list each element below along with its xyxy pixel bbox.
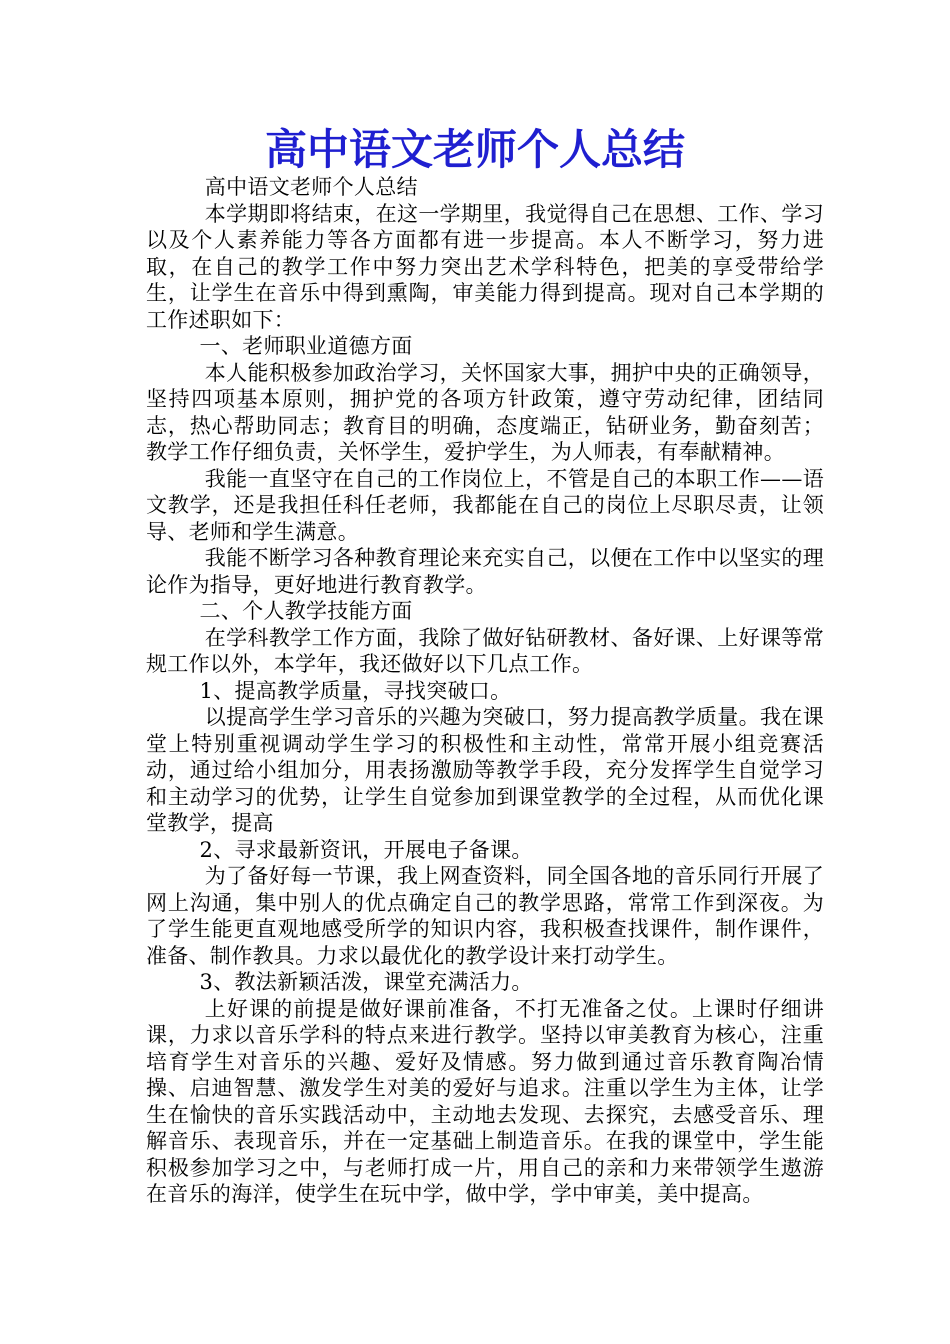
paragraph-item-2: 为了备好每一节课，我上网查资料，同全国各地的音乐同行开展了网上沟通，集中别人的优点确定自己的教学思路，常常工作到深夜。为了学生能更直观地感受所学的知识内容，我积极查找课件，制作课件，准备、制作教具。力求以最优化的教学设计来打动学生。 [146, 864, 824, 968]
document-body [146, 174, 824, 1208]
paragraph-intro: 本学期即将结束，在这一学期里，我觉得自己在思想、工作、学习以及个人素养能力等各方面都有进一步提高。本人不断学习，努力进取，在自己的教学工作中努力突出艺术学科特色，把美的享受带给学生，让学生在音乐中得到熏陶，审美能力得到提高。现对自己本学期的工作述职如下： [146, 201, 824, 332]
paragraph-item-1: 以提高学生学习音乐的兴趣为突破口，努力提高教学质量。我在课堂上特别重视调动学生学习的积极性和主动性，常常开展小组竞赛活动，通过给小组加分，用表扬激励等教学手段，充分发挥学生自觉学习和主动学习的优势，让学生自觉参加到课堂教学的全过程，从而优化课堂教学，提高 [146, 705, 824, 835]
paragraph-skills: 在学科教学工作方面，我除了做好钻研教材、备好课、上好课等常规工作以外，本学年，我还做好以下几点工作。 [146, 625, 824, 676]
item-heading-1: 1、提高教学质量，寻找突破口。 [199, 678, 512, 703]
document-title: 高中语文老师个人总结 [264, 125, 685, 174]
section-heading-ethics: 一、老师职业道德方面 [199, 334, 413, 358]
item-heading-3: 3、教法新颖活泼，课堂充满活力。 [199, 970, 533, 994]
paragraph-subtitle: 高中语文老师个人总结 [204, 175, 418, 199]
paragraph-ethics: 本人能积极参加政治学习，关怀国家大事，拥护中央的正确领导，坚持四项基本原则，拥护党的各项方针政策，遵守劳动纪律，团结同志，热心帮助同志；教育目的明确，态度端正，钻研业务，勤奋刻苦；教学工作仔细负责，关怀学生，爱护学生，为人师表，有奉献精神。 [146, 360, 824, 464]
paragraph-item-3: 上好课的前提是做好课前准备，不打无准备之仗。上课时仔细讲课，力求以音乐学科的特点来进行教学。坚持以审美教育为核心，注重培育学生对音乐的兴趣、爱好及情感。努力做到通过音乐教育陶冶情操、启迪智慧、激发学生对美的爱好与追求。注重以学生为主体，让学生在愉快的音乐实践活动中，主动地去发现、去探究，去感受音乐、理解音乐、表现音乐，并在一定基础上制造音乐。在我的课堂中，学生能积极参加学习之中，与老师打成一片，用自己的亲和力来带领学生遨游在音乐的海洋，使学生在玩中学，做中学，学中审美，美中提高。 [146, 996, 824, 1206]
paragraph-theory: 我能不断学习各种教育理论来充实自己，以便在工作中以坚实的理论作为指导，更好地进行教育教学。 [146, 546, 824, 597]
paragraph-post: 我能一直坚守在自己的工作岗位上，不管是自己的本职工作——语文教学，还是我担任科任老师，我都能在自己的岗位上尽职尽责，让领导、老师和学生满意。 [146, 466, 824, 544]
section-heading-skills: 二、个人教学技能方面 [199, 599, 413, 623]
item-heading-2: 2、寻求最新资讯，开展电子备课。 [199, 837, 533, 862]
